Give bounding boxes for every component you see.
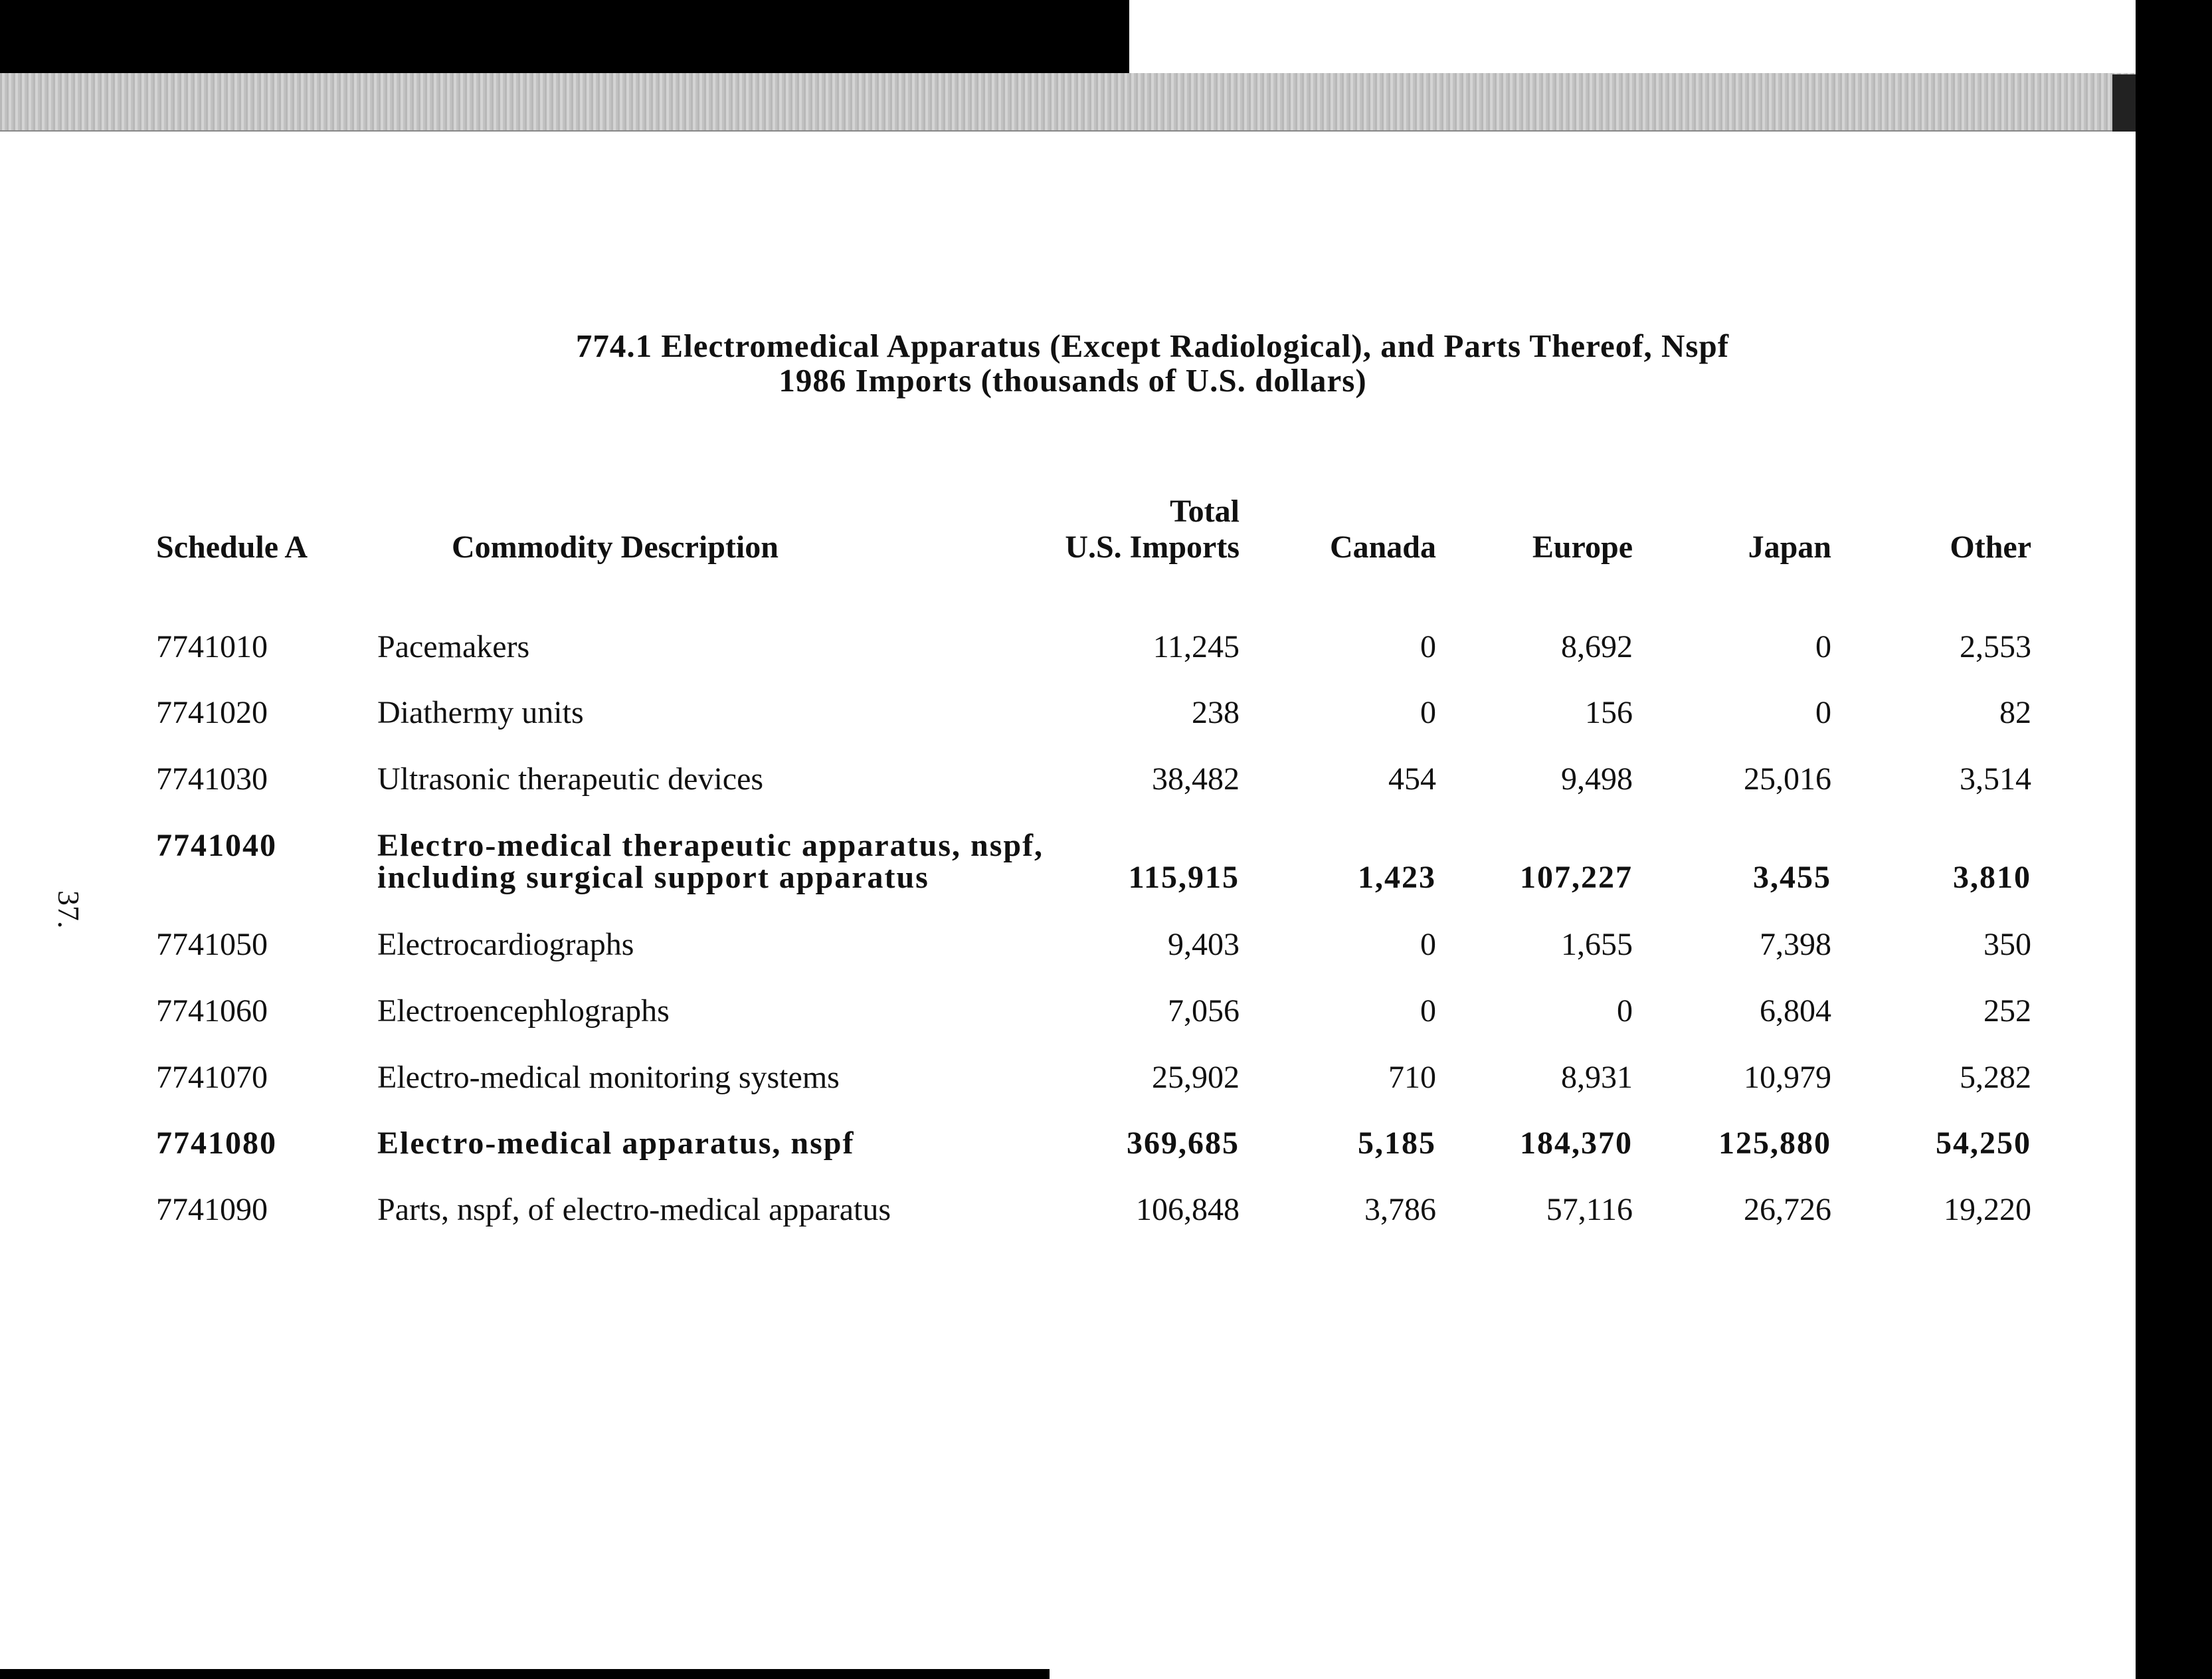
cell-schedule: 7741080 bbox=[156, 1126, 277, 1161]
header-europe: Europe bbox=[1532, 530, 1633, 565]
cell-description: Electroencephlographs bbox=[377, 993, 670, 1029]
cell-schedule: 7741040 bbox=[156, 828, 277, 863]
cell-europe: 9,498 bbox=[1561, 761, 1633, 797]
scan-strip-edge bbox=[2112, 74, 2139, 132]
cell-description: Electro-medical monitoring systems bbox=[377, 1060, 840, 1095]
cell-total: 7,056 bbox=[1168, 993, 1240, 1029]
header-schedule: Schedule A bbox=[156, 530, 308, 565]
cell-other: 19,220 bbox=[1944, 1192, 2031, 1227]
cell-europe: 8,692 bbox=[1561, 629, 1633, 664]
header-other: Other bbox=[1950, 530, 2031, 565]
cell-description: Electrocardiographs bbox=[377, 927, 634, 962]
cell-japan: 10,979 bbox=[1744, 1060, 1831, 1095]
table-row bbox=[0, 1059, 2146, 1099]
cell-total: 238 bbox=[1192, 695, 1240, 730]
cell-canada: 0 bbox=[1420, 695, 1436, 730]
cell-schedule: 7741030 bbox=[156, 761, 268, 797]
cell-other: 3,514 bbox=[1960, 761, 2031, 797]
header-description: Commodity Description bbox=[452, 530, 779, 565]
cell-other: 252 bbox=[1983, 993, 2031, 1029]
cell-other: 5,282 bbox=[1960, 1060, 2031, 1095]
header-canada: Canada bbox=[1329, 530, 1436, 565]
cell-europe: 8,931 bbox=[1561, 1060, 1633, 1095]
cell-description: Ultrasonic therapeutic devices bbox=[377, 761, 764, 797]
cell-japan: 125,880 bbox=[1718, 1126, 1831, 1161]
cell-europe: 184,370 bbox=[1520, 1126, 1633, 1161]
cell-schedule: 7741060 bbox=[156, 993, 268, 1029]
cell-other: 2,553 bbox=[1960, 629, 2031, 664]
cell-schedule: 7741090 bbox=[156, 1192, 268, 1227]
cell-description: Parts, nspf, of electro-medical apparatus bbox=[377, 1192, 891, 1227]
scan-top-edge bbox=[0, 0, 1129, 73]
table-row bbox=[0, 926, 2146, 966]
cell-total: 11,245 bbox=[1152, 629, 1240, 664]
table-row bbox=[0, 1191, 2146, 1231]
cell-description-line2: including surgical support apparatus bbox=[377, 860, 929, 895]
cell-japan: 0 bbox=[1815, 629, 1831, 664]
cell-total: 106,848 bbox=[1136, 1192, 1240, 1227]
table-title: 774.1 Electromedical Apparatus (Except Radiological), and Parts Thereof, Nspf bbox=[575, 328, 1730, 364]
table-subtitle: 1986 Imports (thousands of U.S. dollars) bbox=[779, 362, 1367, 399]
cell-japan: 25,016 bbox=[1744, 761, 1831, 797]
cell-total: 38,482 bbox=[1152, 761, 1240, 797]
cell-canada: 0 bbox=[1420, 993, 1436, 1029]
cell-total: 115,915 bbox=[1128, 860, 1240, 895]
table-row bbox=[0, 993, 2146, 1033]
cell-japan: 6,804 bbox=[1760, 993, 1831, 1029]
table-row-bold bbox=[0, 1125, 2146, 1165]
cell-total: 25,902 bbox=[1152, 1060, 1240, 1095]
cell-europe: 107,227 bbox=[1520, 860, 1633, 895]
scan-right-edge bbox=[2136, 0, 2212, 1679]
cell-europe: 1,655 bbox=[1561, 927, 1633, 962]
cell-total: 369,685 bbox=[1127, 1126, 1240, 1161]
cell-canada: 454 bbox=[1388, 761, 1436, 797]
header-total-line2: U.S. Imports bbox=[1065, 530, 1240, 565]
header-japan: Japan bbox=[1748, 530, 1831, 565]
cell-japan: 3,455 bbox=[1753, 860, 1831, 895]
table-row-bold bbox=[0, 827, 2146, 900]
cell-canada: 0 bbox=[1420, 927, 1436, 962]
cell-europe: 156 bbox=[1585, 695, 1633, 730]
table-row bbox=[0, 694, 2146, 734]
scan-bottom-edge bbox=[0, 1669, 1050, 1679]
cell-other: 350 bbox=[1983, 927, 2031, 962]
cell-japan: 7,398 bbox=[1760, 927, 1831, 962]
cell-schedule: 7741050 bbox=[156, 927, 268, 962]
cell-description: Diathermy units bbox=[377, 695, 584, 730]
scan-binding-strip bbox=[0, 73, 2146, 132]
cell-schedule: 7741010 bbox=[156, 629, 268, 664]
cell-canada: 1,423 bbox=[1358, 860, 1436, 895]
cell-japan: 26,726 bbox=[1744, 1192, 1831, 1227]
cell-schedule: 7741070 bbox=[156, 1060, 268, 1095]
header-total-line1: Total bbox=[1170, 494, 1240, 529]
cell-canada: 5,185 bbox=[1358, 1126, 1436, 1161]
cell-canada: 0 bbox=[1420, 629, 1436, 664]
table-row bbox=[0, 629, 2146, 668]
cell-other: 54,250 bbox=[1936, 1126, 2031, 1161]
cell-other: 82 bbox=[1999, 695, 2031, 730]
table-row bbox=[0, 761, 2146, 801]
cell-japan: 0 bbox=[1815, 695, 1831, 730]
cell-europe: 57,116 bbox=[1546, 1192, 1633, 1227]
cell-other: 3,810 bbox=[1953, 860, 2031, 895]
cell-description: Electro-medical therapeutic apparatus, nspf, bbox=[377, 828, 1044, 863]
cell-total: 9,403 bbox=[1168, 927, 1240, 962]
cell-schedule: 7741020 bbox=[156, 695, 268, 730]
cell-canada: 3,786 bbox=[1364, 1192, 1436, 1227]
cell-europe: 0 bbox=[1617, 993, 1633, 1029]
cell-description: Electro-medical apparatus, nspf bbox=[377, 1126, 855, 1161]
cell-canada: 710 bbox=[1388, 1060, 1436, 1095]
cell-description: Pacemakers bbox=[377, 629, 530, 664]
page-number: 37. bbox=[52, 890, 86, 929]
